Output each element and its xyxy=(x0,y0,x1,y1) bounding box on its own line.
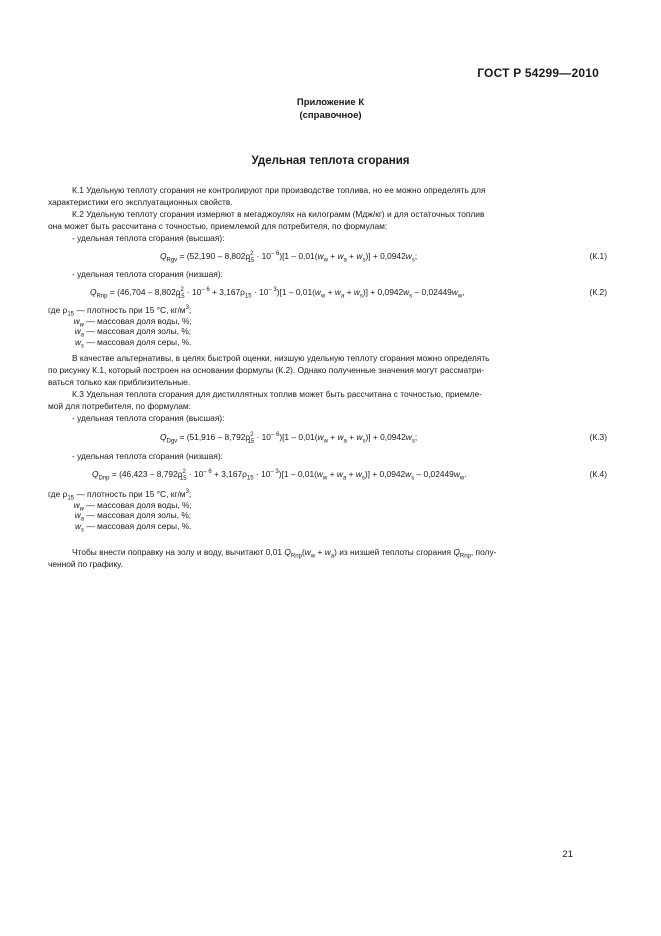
legend-rho-text: — плотность при 15 °С, кг/м xyxy=(76,305,186,315)
legend2-wa-text: — массовая доля золы, %; xyxy=(86,510,192,520)
annex-note: (справочное) xyxy=(299,110,362,121)
higher-heat-label: - удельная теплота сгорания (высшая): xyxy=(72,233,225,243)
paragraph-k1-line2: характеристики его эксплуатационных свойств. xyxy=(48,197,233,207)
final-text-b: из низшей теплоты сгорания xyxy=(336,547,454,557)
formula-k1: $Q_{Rgv} = (52,190 - 8,802\rho^2_{15} \cdot 10^{- 6})[1 - 0,01(w_w + w_a + w_s)] + 0,0942w_s$; xyxy=(160,251,418,264)
lower-heat-label: - удельная теплота сгорания (низшая): xyxy=(72,269,223,279)
legend2-ws-row: $w_s$ — массовая доля серы, %. xyxy=(74,520,192,534)
legend2-rho-row: где $\rho_{15}$ — плотность при 15 °С, $кг/м^3$; xyxy=(48,489,192,502)
formula-k3-number: (К.3) xyxy=(589,432,607,442)
higher-heat-label-2: - удельная теплота сгорания (высшая): xyxy=(72,413,225,423)
legend-where: где xyxy=(48,305,61,315)
paragraph-k2-line1: К.2 Удельную теплоту сгорания измеряют в мегаджоулях на килограмм (Мдж/кг) и для остаточных топлив xyxy=(72,209,485,219)
legend2-where: где xyxy=(48,489,61,499)
legend-wa-text: — массовая доля золы, %; xyxy=(86,326,192,336)
legend-ww-text: — массовая доля воды, %; xyxy=(86,315,192,326)
paragraph-k1-line1: К.1 Удельную теплоту сгорания не контролируют при производстве топлива, но ее можно определять для xyxy=(72,185,486,195)
alt-paragraph-line2: по рисунку К.1, который построен на основании формулы (К.2). Однако полученные значения могут рассматри- xyxy=(48,365,484,375)
final-text-a: Чтобы внести поправку на золу и воду, вычитают 0,01 xyxy=(72,547,285,557)
formula-k2-number: (К.2) xyxy=(589,287,607,297)
formula-k2: $Q_{Rnp} = (46,704 - 8,802\rho^2_{15} \cdot 10^{- 6} + 3,167\rho_{15} \cdot 10^{- 3})[1 - 0,01(w_w + w_a + w_s)] + 0,0942w_s - 0,02449w_w$, xyxy=(90,287,465,300)
legend2-ws-text: — массовая доля серы, %. xyxy=(86,520,192,531)
document-header: ГОСТ Р 54299—2010 xyxy=(477,66,599,80)
legend-rho-row: где $\rho_{15}$ — плотность при 15 °С, $кг/м^3$; xyxy=(48,305,192,318)
legend-ww-row: $w_w$ — массовая доля воды, %; xyxy=(73,315,192,329)
final-paragraph-line1: Чтобы внести поправку на золу и воду, вычитают 0,01 $Q_{Rnp}(w_w + w_a)$ из низшей теплоты сгорания $Q_{Rnp}$, полу- xyxy=(72,547,497,560)
formula-k3: $Q_{Dgv} = (51,916 - 8,792\rho^2_{15} \cdot 10^{- 6})[1 - 0,01(w_w + w_a + w_s)] + 0,0942w_s$; xyxy=(160,432,418,445)
legend2-ww-text: — массовая доля воды, %; xyxy=(86,499,192,510)
lower-heat-label-2: - удельная теплота сгорания (низшая): xyxy=(72,451,223,461)
formula-k4-number: (К.4) xyxy=(589,469,607,479)
alt-paragraph-line1: В качестве альтернативы, в целях быстрой оценки, низшую удельную теплоту сгорания можно определять xyxy=(72,353,490,363)
page-number: 21 xyxy=(562,849,573,860)
alt-paragraph-line3: ваться только как приблизительные. xyxy=(48,377,191,387)
paragraph-k2-line2: она может быть рассчитана с точностью, приемлемой для потребителя, по формулам: xyxy=(48,221,388,231)
legend-k4 xyxy=(48,489,192,534)
legend2-ww-row: $w_w$ — массовая доля воды, %; xyxy=(73,499,192,513)
paragraph-k3-line2: мой для потребителя, по формулам: xyxy=(48,401,192,411)
paragraph-k3-line1: К.3 Удельная теплота сгорания для дистиллятных топлив может быть рассчитана с точностью, приемле- xyxy=(72,389,483,399)
legend-ws-text: — массовая доля серы, %. xyxy=(86,336,192,347)
legend2-rho-text: — плотность при 15 °С, кг/м xyxy=(76,489,186,499)
annex-title: Приложение К xyxy=(296,97,365,108)
final-text-c: , полу- xyxy=(470,547,497,557)
legend-wa-row: $w_a$ — массовая доля золы, %; xyxy=(74,326,192,339)
legend-k2 xyxy=(48,305,192,350)
section-title: Удельная теплота сгорания xyxy=(251,155,410,167)
formula-k4: $Q_{Dnp} = (46,423 - 8,792\rho^2_{15} \cdot 10^{- 6} + 3,167\rho_{15} \cdot 10^{- 3})[1 - 0,01(w_w + w_a + w_s)] + 0,0942w_s - 0,02449w_w$. xyxy=(92,469,467,482)
legend2-wa-row: $w_a$ — массовая доля золы, %; xyxy=(74,510,192,523)
formula-k1-number: (К.1) xyxy=(589,251,607,261)
legend-ws-row: $w_s$ — массовая доля серы, %. xyxy=(74,336,192,350)
final-paragraph-line2: ченной по графику. xyxy=(48,559,123,569)
